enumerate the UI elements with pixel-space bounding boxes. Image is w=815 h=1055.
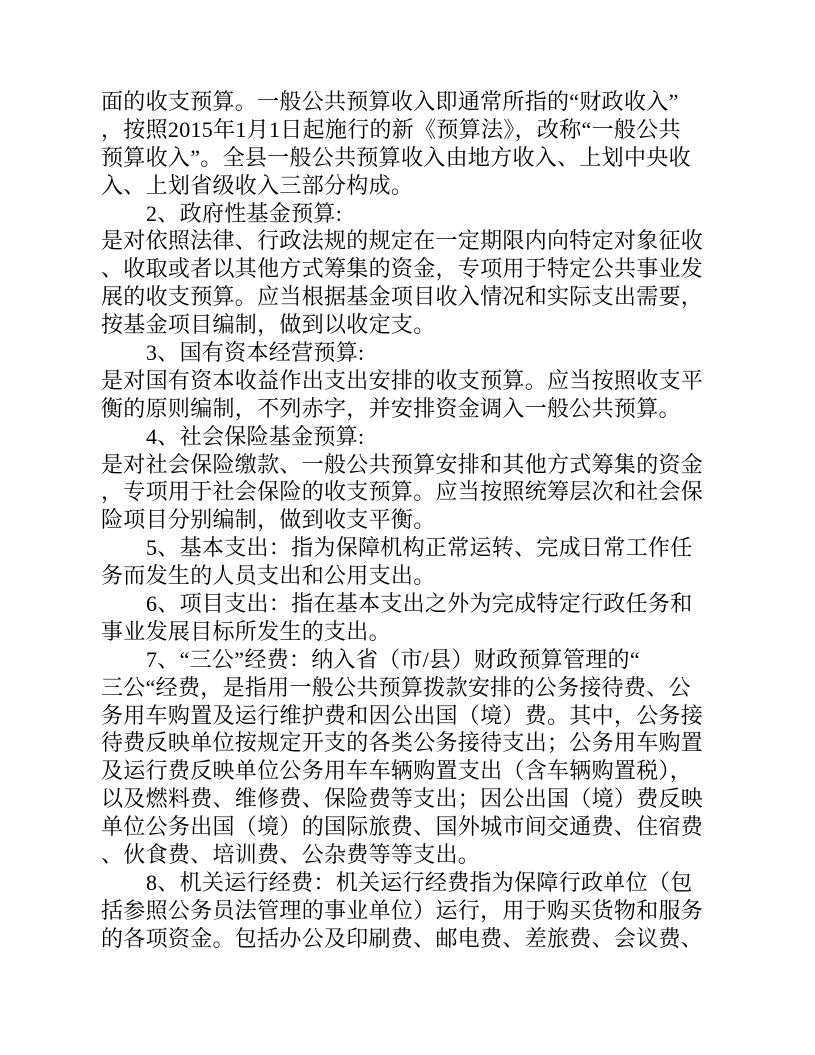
text-line: 是对社会保险缴款、一般公共预算安排和其他方式筹集的资金 (101, 451, 704, 477)
para-agency-operating-funds (101, 869, 726, 953)
text-line: 务而发生的人员支出和公用支出。 (101, 563, 436, 589)
text-line: 3、国有资本经营预算: (146, 340, 365, 366)
para-project-expenditure (101, 590, 726, 646)
text-line: 2、政府性基金预算: (146, 200, 343, 226)
text-line: 预算收入”。全县一般公共预算收入由地方收入、上划中央收 (101, 144, 691, 170)
para-heading-government-fund-budget (101, 200, 726, 228)
para-general-public-budget-continued (101, 88, 726, 200)
text-line: 以及燃料费、维修费、保险费等支出；因公出国（境）费反映 (101, 786, 704, 812)
text-line: 括参照公务员法管理的事业单位）运行，用于购买货物和服务 (101, 897, 704, 923)
para-government-fund-budget-body (101, 227, 726, 339)
para-basic-expenditure (101, 534, 726, 590)
text-line: 面的收支预算。一般公共预算收入即通常所指的“财政收入” (101, 89, 679, 114)
text-line: 8、机关运行经费：机关运行经费指为保障行政单位（包 (146, 869, 693, 895)
text-line: 7、“三公”经费：纳入省（市/县）财政预算管理的“ (146, 646, 640, 672)
text-line: 三公“经费，是指用一般公共预算拨款安排的公务接待费、公 (101, 674, 691, 700)
text-line: 按基金项目编制，做到以收定支。 (101, 312, 436, 338)
text-line: 事业发展目标所发生的支出。 (101, 618, 391, 644)
text-line: 入、上划省级收入三部分构成。 (101, 172, 414, 198)
para-three-public-expenses (101, 646, 726, 869)
text-line: 4、社会保险基金预算: (146, 423, 365, 449)
text-line: 待费反映单位按规定开支的各类公务接待支出；公务用车购置 (101, 730, 704, 756)
text-line: 险项目分别编制，做到收支平衡。 (101, 507, 436, 533)
text-line: 5、基本支出：指为保障机构正常运转、完成日常工作任 (146, 535, 693, 561)
text-line: 单位公务出国（境）的国际旅费、国外城市间交通费、住宿费 (101, 814, 704, 840)
text-line: 的各项资金。包括办公及印刷费、邮电费、差旅费、会议费、 (101, 925, 704, 951)
text-line: ，按照2015年1月1日起施行的新《预算法》，改称“一般公共 (101, 116, 681, 142)
text-line: ，专项用于社会保险的收支预算。应当按照统筹层次和社会保 (101, 479, 704, 505)
text-line: 是对依照法律、行政法规的规定在一定期限内向特定对象征收 (101, 228, 704, 254)
para-heading-social-insurance-fund-budget (101, 423, 726, 451)
text-line: 衡的原则编制，不列赤字，并安排资金调入一般公共预算。 (101, 395, 681, 421)
text-line: 及运行费反映单位公务用车车辆购置支出（含车辆购置税）， (101, 758, 693, 784)
text-line: 、收取或者以其他方式筹集的资金，专项用于特定公共事业发 (101, 256, 704, 282)
document-body (101, 88, 726, 953)
text-line: 是对国有资本收益作出支出安排的收支预算。应当按照收支平 (101, 367, 704, 393)
para-heading-state-capital-budget (101, 339, 726, 367)
text-line: 6、项目支出：指在基本支出之外为完成特定行政任务和 (146, 591, 693, 617)
text-line: 、伙食费、培训费、公杂费等等支出。 (101, 842, 481, 868)
text-line: 务用车购置及运行维护费和因公出国（境）费。其中，公务接 (101, 702, 704, 728)
para-state-capital-budget-body (101, 367, 726, 423)
text-line: 展的收支预算。应当根据基金项目收入情况和实际支出需要， (101, 284, 704, 310)
para-social-insurance-fund-budget-body (101, 451, 726, 535)
